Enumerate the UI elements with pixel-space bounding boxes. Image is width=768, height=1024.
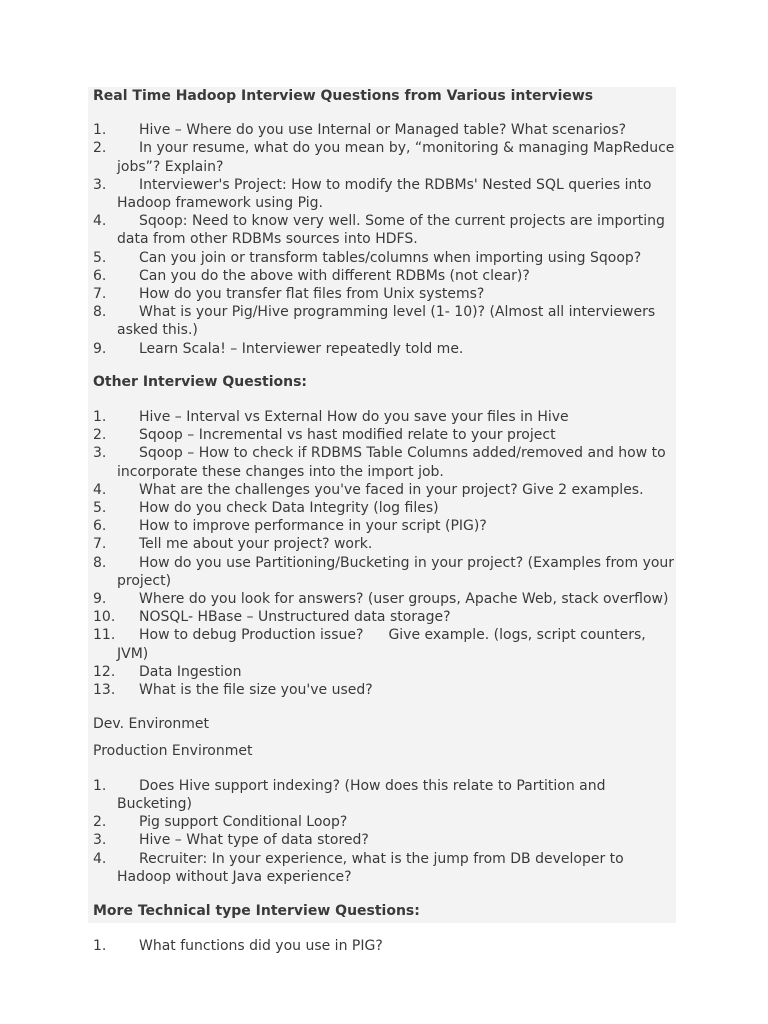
list-item — [93, 121, 676, 139]
list-item-text: Sqoop: Need to know very well. Some of the current projects are importing data from other RDBMs sources into HDFS. — [117, 213, 665, 248]
list-item-text: Interviewer's Project: How to modify the RDBMs' Nested SQL queries into Hadoop framework using Pig. — [117, 176, 652, 212]
list-item-text: Does Hive support indexing? (How does this relate to Partition and Bucketing) — [117, 777, 606, 812]
question-list-other — [93, 408, 676, 699]
list-item-number: 3. — [93, 832, 107, 849]
list-item-number: 7. — [93, 536, 107, 553]
section-heading-technical: More Technical type Interview Questions: — [93, 902, 420, 919]
list-item-number: 1. — [93, 938, 107, 955]
list-item-text: What functions did you use in PIG? — [139, 938, 383, 955]
list-item-text: What is your Pig/Hive programming level (1- 10)? (Almost all interviewers asked this.) — [117, 304, 656, 339]
list-item — [93, 590, 676, 608]
list-item-text: Tell me about your project? work. — [139, 536, 373, 553]
list-item-number: 12. — [93, 663, 116, 680]
list-item — [93, 663, 676, 681]
list-item-number: 5. — [93, 249, 107, 266]
list-item — [93, 535, 676, 553]
list-item-number: 6. — [93, 267, 107, 284]
list-item-number: 1. — [93, 122, 107, 139]
list-item-text: How do you use Partitioning/Bucketing in your project? (Examples from your project) — [117, 554, 675, 589]
list-item-text: Pig support Conditional Loop? — [139, 814, 348, 831]
list-item — [93, 481, 676, 499]
list-item-text: Hive – Where do you use Internal or Managed table? What scenarios? — [139, 122, 627, 139]
list-item-number: 8. — [93, 304, 107, 321]
list-item-number: 10. — [93, 609, 116, 626]
list-item — [93, 517, 676, 535]
list-item — [93, 340, 676, 358]
list-item-text: Where do you look for answers? (user groups, Apache Web, stack overflow) — [139, 591, 669, 608]
list-item-number: 6. — [93, 518, 107, 535]
document-page — [88, 87, 676, 955]
list-item — [93, 444, 676, 480]
list-item-number: 4. — [93, 213, 107, 230]
list-item-text: Can you join or transform tables/columns when importing using Sqoop? — [139, 249, 642, 266]
list-item-number: 13. — [93, 682, 116, 699]
list-item-number: 3. — [93, 176, 107, 193]
list-item — [93, 554, 676, 590]
list-item-text: Hive – Interval vs External How do you save your files in Hive — [139, 409, 569, 426]
list-item-text: Can you do the above with different RDBMs (not clear)? — [139, 267, 530, 284]
list-item-number: 9. — [93, 340, 107, 357]
list-item-number: 5. — [93, 500, 107, 517]
list-item-number: 8. — [93, 554, 107, 571]
list-item-number: 7. — [93, 286, 107, 303]
list-item-text: How to improve performance in your script (PIG)? — [139, 518, 487, 535]
list-item-number: 11. — [93, 627, 116, 644]
list-item-number: 2. — [93, 140, 107, 157]
list-item — [93, 267, 676, 285]
list-item-text: How to debug Production issue? — [139, 627, 364, 644]
list-item-number: 1. — [93, 777, 107, 794]
list-item — [93, 681, 676, 699]
dev-environment-text: Dev. Environmet — [93, 716, 210, 733]
list-item-text: How do you transfer flat files from Unix systems? — [139, 286, 485, 303]
list-item-text: Learn Scala! – Interviewer repeatedly told me. — [139, 340, 464, 357]
list-item — [93, 777, 676, 813]
list-item-text: Sqoop – Incremental vs hast modified relate to your project — [139, 427, 556, 444]
list-item — [93, 285, 676, 303]
list-item-text: Recruiter: In your experience, what is the jump from DB developer to Hadoop without Java experience? — [117, 850, 624, 885]
list-item-number: 9. — [93, 591, 107, 608]
list-item — [93, 850, 676, 886]
list-item-text: Data Ingestion — [139, 663, 242, 680]
list-item — [93, 426, 676, 444]
list-item-text: In your resume, what do you mean by, “monitoring & managing MapReduce jobs”? Explain? — [117, 140, 675, 175]
list-item — [93, 139, 676, 175]
list-item-number: 4. — [93, 850, 107, 867]
list-item — [93, 499, 676, 517]
list-item — [93, 608, 676, 626]
list-item-number: 1. — [93, 409, 107, 426]
list-item-text: How do you check Data Integrity (log files) — [139, 500, 439, 517]
section-heading-other: Other Interview Questions: — [93, 373, 308, 390]
list-item-text: Sqoop – How to check if RDBMS Table Columns added/removed and how to incorporate these changes into the import job. — [117, 445, 666, 480]
list-item — [93, 303, 676, 339]
list-item — [93, 408, 676, 426]
list-item-text: What is the file size you've used? — [139, 682, 373, 699]
list-item — [93, 813, 676, 831]
list-item-text: NOSQL- HBase – Unstructured data storage? — [139, 609, 451, 626]
list-item-number: 2. — [93, 814, 107, 831]
list-item-extra-text: Give example. (logs, script counters, JVM) — [117, 627, 646, 662]
list-item — [93, 937, 676, 955]
list-item-text: Hive – What type of data stored? — [139, 832, 369, 849]
production-environment-text: Production Environmet — [93, 742, 253, 759]
list-item-text: What are the challenges you've faced in your project? Give 2 examples. — [139, 481, 644, 498]
list-item-number: 2. — [93, 427, 107, 444]
list-item — [93, 249, 676, 267]
document-title: Real Time Hadoop Interview Questions from Various interviews — [93, 88, 594, 104]
document-content — [93, 87, 676, 955]
list-item — [93, 212, 676, 248]
question-list-hive-pig — [93, 777, 676, 886]
list-item — [93, 626, 676, 662]
list-item-number: 4. — [93, 481, 107, 498]
list-item-number: 3. — [93, 445, 107, 462]
list-item — [93, 831, 676, 849]
list-item — [93, 176, 676, 212]
question-list-technical — [93, 937, 676, 955]
question-list-realtime — [93, 121, 676, 358]
